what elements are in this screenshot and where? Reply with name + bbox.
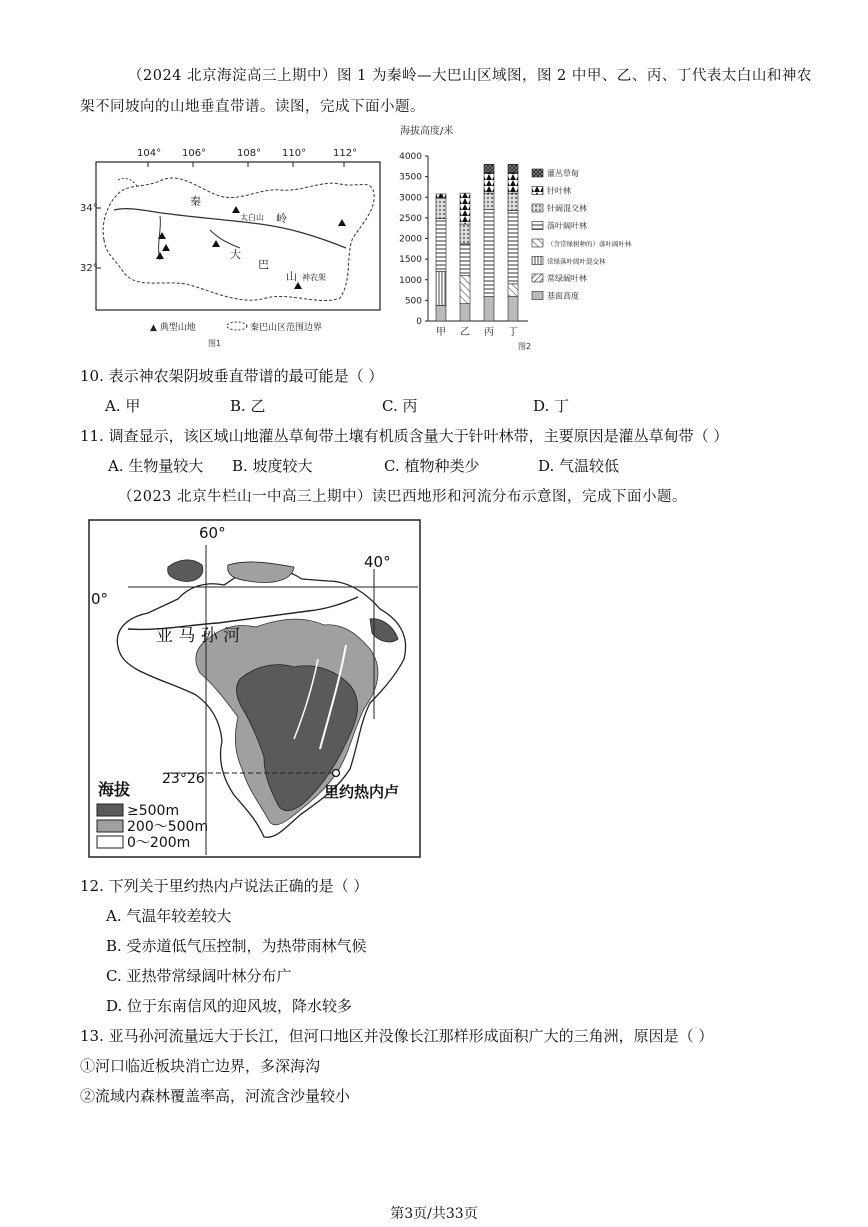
vertical-zonation-chart (390, 120, 632, 355)
chart-bar-segment (508, 193, 518, 210)
chart-bar-segment (508, 173, 518, 194)
question-intro-1-line2: 架不同坡向的山地垂直带谱。读图，完成下面小题。 (80, 99, 425, 115)
chart-legend-swatch (532, 204, 543, 212)
legend-swatch-high (97, 804, 123, 816)
map1-legend-boundary-icon (227, 322, 247, 330)
chart-bar-segment (460, 276, 470, 304)
map2-city-label: 里约热内卢 (324, 783, 400, 801)
map2-lon-60: 60° (199, 524, 226, 542)
chart-legend-swatch (532, 222, 543, 230)
page-footer: 第3页/共33页 (390, 1206, 478, 1222)
chart-bar-segment (484, 210, 494, 297)
chart-bar-segment (436, 219, 446, 272)
chart-bar-segment (508, 164, 518, 172)
map1-lon-110: 110° (282, 148, 307, 159)
question-10-option-d[interactable]: D. 丁 (533, 397, 570, 415)
chart-ytick-label: 2000 (399, 234, 422, 245)
question-12-option-a[interactable]: A. 气温年较差较大 (106, 907, 232, 925)
question-12-stem: 12. 下列关于里约热内卢说法正确的是（ ） (80, 877, 369, 895)
chart-bar-segment (508, 296, 518, 321)
map1-label-da: 大 (230, 248, 241, 261)
map1-label-taibaishan: 太白山 (240, 213, 264, 222)
legend-swatch-mid (97, 820, 123, 832)
question-intro-2: （2023 北京牛栏山一中高三上期中）读巴西地形和河流分布示意图，完成下面小题。 (118, 489, 688, 505)
map2-lon-40: 40° (364, 553, 391, 571)
map1-frame (96, 162, 380, 310)
river-line (114, 209, 346, 248)
chart-legend-label: 基面高度 (547, 291, 579, 301)
chart-bar-segment (484, 164, 494, 172)
chart-bar-segment (484, 193, 494, 210)
chart-bar-segment (460, 244, 470, 276)
chart-bar-segment (508, 284, 518, 296)
map1-lon-106: 106° (182, 148, 207, 159)
question-10-option-a[interactable]: A. 甲 (105, 397, 141, 415)
chart-ytick-label: 2500 (399, 213, 422, 224)
chart-bar-segment (508, 210, 518, 283)
chart-bar-segment (460, 304, 470, 321)
chart-legend-label: 落叶阔叶林 (547, 221, 587, 231)
chart-legend-swatch (532, 239, 543, 247)
peak-icon (162, 244, 170, 251)
question-11-option-b[interactable]: B. 坡度较大 (232, 457, 313, 475)
question-11-stem: 11. 调查显示，该区域山地灌丛草甸带土壤有机质含量大于针叶林带，主要原因是灌丛草甸带（ ） (80, 427, 729, 445)
chart-ytick-label: 1500 (399, 255, 422, 266)
chart-caption: 图2 (518, 342, 532, 351)
map2-lat-tropic: 23°26′ (162, 771, 208, 787)
map2-river-label: 亚 马 孙 河 (156, 626, 241, 646)
question-13-item-2: ②流域内森林覆盖率高，河流含沙量较小 (80, 1087, 351, 1105)
qinling-daba-map (80, 140, 390, 355)
map1-label-ba: 巴 (258, 258, 269, 271)
peak-icon (212, 240, 220, 247)
chart-legend-label: 常绿落叶阔叶混交林 (547, 257, 606, 266)
chart-legend-swatch (532, 274, 543, 282)
map1-lon-104: 104° (137, 148, 162, 159)
map1-lon-108: 108° (237, 148, 262, 159)
chart-bar-segment (484, 296, 494, 321)
chart-category-label: 丙 (484, 327, 494, 338)
question-12-option-c[interactable]: C. 亚热带常绿阔叶林分布广 (106, 967, 292, 985)
question-13-item-1: ①河口临近板块消亡边界，多深海沟 (80, 1057, 321, 1075)
chart-ylabel: 海拔高度/米 (400, 126, 454, 137)
map1-legend-boundary: 秦巴山区范围边界 (250, 323, 323, 333)
map1-label-qin: 秦 (190, 195, 201, 208)
chart-category-label: 丁 (508, 327, 518, 338)
map1-lon-112: 112° (333, 148, 358, 159)
chart-ytick-label: 0 (416, 317, 422, 327)
chart-bar-segment (436, 272, 446, 306)
peak-icon (294, 282, 302, 289)
peak-icon (156, 252, 164, 259)
chart-legend-swatch (532, 292, 543, 300)
chart-legend-label: 针叶林 (547, 186, 571, 196)
peak-icon (232, 206, 240, 213)
map1-caption: 图1 (208, 339, 222, 348)
chart-legend-label: 常绿阔叶林 (547, 274, 587, 283)
question-11-option-d[interactable]: D. 气温较低 (538, 457, 620, 475)
legend-label-mid: 200～500m (127, 819, 209, 835)
map1-legend-peak: ▲ 典型山地 (150, 323, 196, 333)
map2-legend-title: 海拔 (98, 780, 131, 799)
map1-lat-32: 32° (80, 263, 98, 274)
question-12-option-b[interactable]: B. 受赤道低气压控制，为热带雨林气候 (106, 937, 367, 955)
question-11-option-a[interactable]: A. 生物量较大 (108, 457, 204, 475)
chart-category-label: 乙 (460, 327, 470, 338)
chart-ytick-label: 3000 (399, 193, 422, 204)
chart-legend-swatch (532, 257, 543, 265)
peak-icon (338, 219, 346, 226)
brazil-terrain-map (88, 519, 422, 859)
map2-lat-0: 0° (91, 590, 109, 608)
chart-legend-label: （含常绿树种的）落叶阔叶林 (547, 240, 632, 248)
question-12-option-d[interactable]: D. 位于东南信风的迎风坡，降水较多 (106, 997, 353, 1015)
chart-ytick-label: 3500 (399, 172, 422, 183)
chart-bar-segment (436, 198, 446, 219)
chart-category-label: 甲 (436, 327, 446, 338)
legend-label-high: ≥500m (127, 803, 180, 819)
chart-legend-swatch (532, 187, 543, 195)
legend-swatch-low (97, 836, 123, 848)
question-10-option-c[interactable]: C. 丙 (382, 397, 418, 415)
map1-label-shan: 山 (286, 270, 297, 283)
qinba-boundary (103, 178, 374, 301)
question-10-option-b[interactable]: B. 乙 (230, 397, 266, 415)
chart-ytick-label: 500 (404, 296, 422, 307)
question-intro-1-line1: （2024 北京海淀高三上期中）图 1 为秦岭—大巴山区域图，图 2 中甲、乙、丙、丁代表太白山和神农 (128, 68, 812, 84)
legend-label-low: 0～200m (127, 835, 191, 851)
chart-ytick-label: 4000 (399, 152, 422, 162)
chart-ytick-label: 1000 (399, 275, 422, 286)
chart-bar-segment (436, 305, 446, 321)
question-11-option-c[interactable]: C. 植物种类少 (384, 457, 480, 475)
chart-legend-label: 针阔混交林 (547, 204, 587, 213)
chart-legend-label: 灌丛草甸 (547, 169, 579, 178)
chart-legend-swatch (532, 169, 543, 177)
chart-bar-segment (484, 173, 494, 194)
map1-label-shennongjia: 神农架 (302, 273, 326, 282)
chart-bar-segment (436, 194, 446, 198)
question-10-stem: 10. 表示神农架阴坡垂直带谱的最可能是（ ） (80, 367, 384, 385)
rio-city-marker (333, 770, 340, 777)
map1-label-ling: 岭 (276, 212, 287, 225)
chart-bar-segment (460, 224, 470, 244)
question-13-stem: 13. 亚马孙河流量远大于长江，但河口地区并没像长江那样形成面积广大的三角洲，原因是（ ） (80, 1027, 714, 1045)
chart-bar-segment (460, 193, 470, 224)
map1-lat-34: 34° (80, 203, 98, 214)
